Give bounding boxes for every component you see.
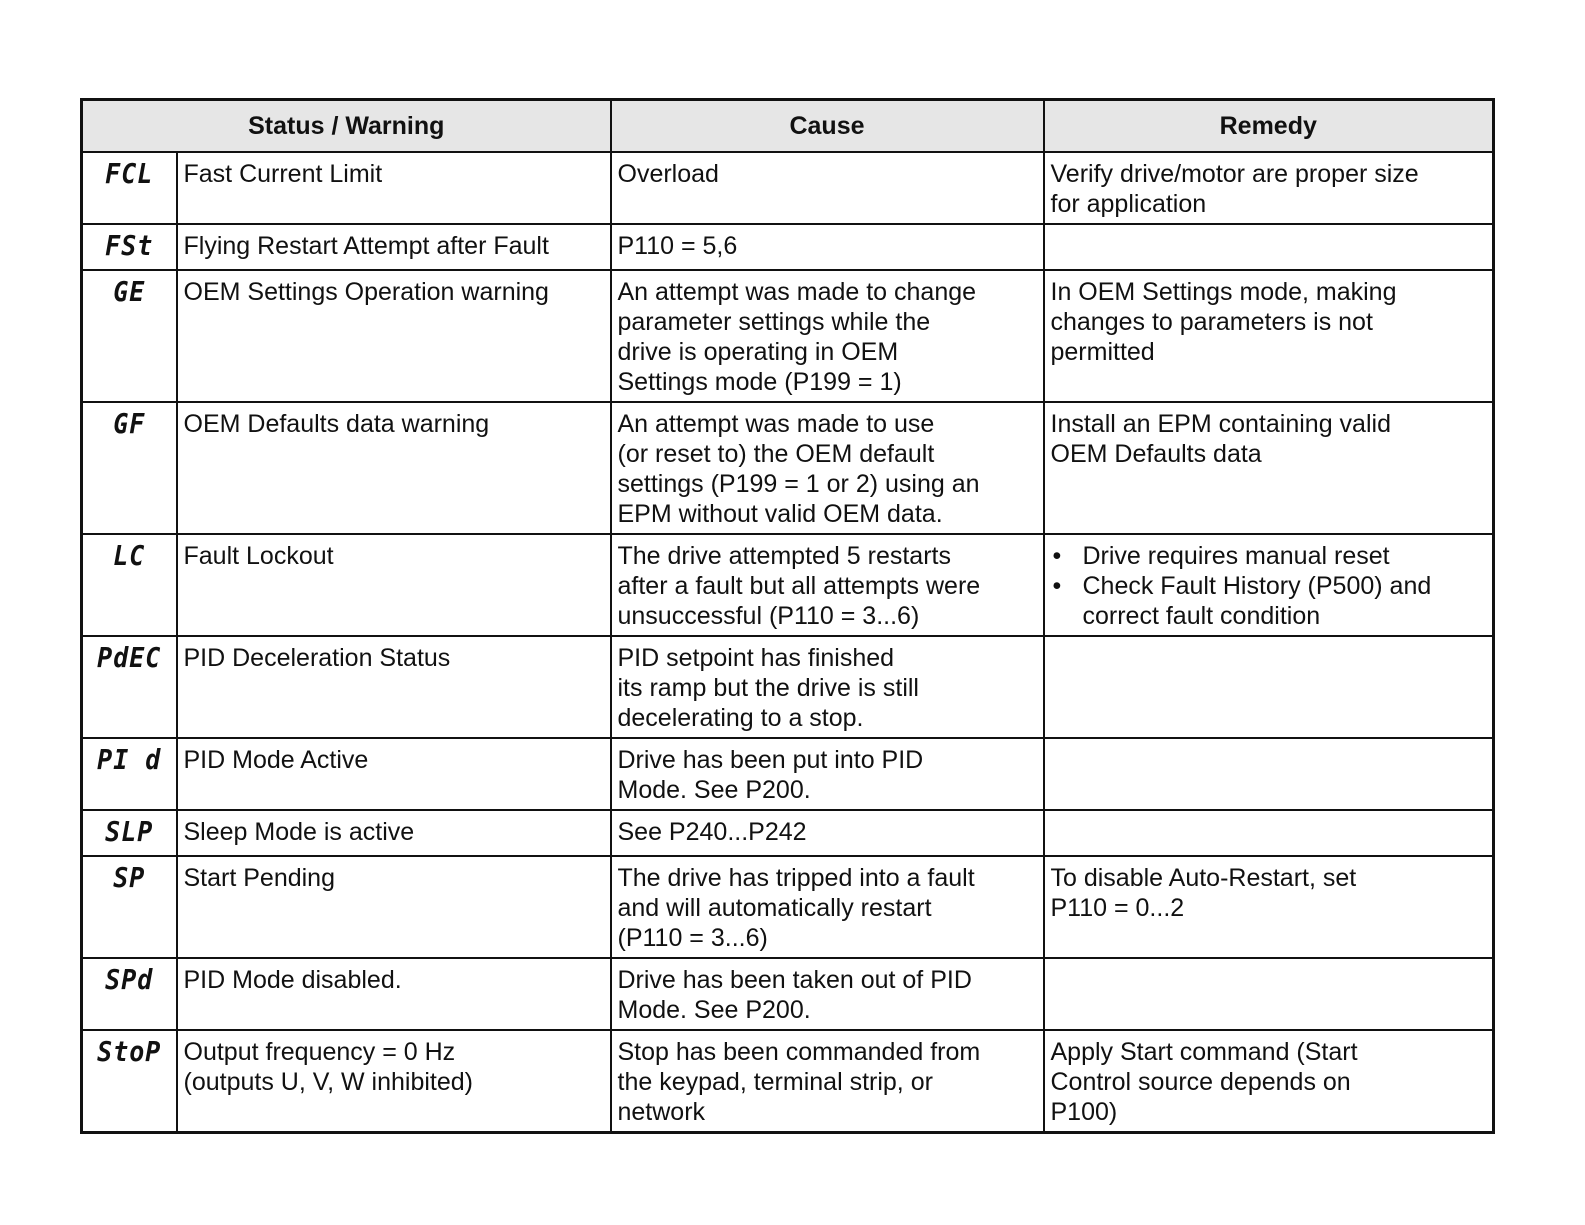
display-code-cell [82,1030,177,1133]
status-cell [177,636,611,738]
table-row [82,152,1494,224]
display-code: GF [113,407,146,440]
remedy-bullet: • Check Fault History (P500) and correct fault condition [1051,571,1487,631]
status-cell [177,958,611,1030]
cause-line: Drive has been put into PID [617,746,924,774]
display-code-cell [82,402,177,534]
cause-line: The drive has tripped into a fault [617,864,975,892]
remedy-line: OEM Defaults data [1050,440,1262,468]
table-row [82,224,1494,270]
cause-line: An attempt was made to change [617,278,977,306]
header-row [82,100,1494,153]
cause-cell [611,402,1044,534]
display-code-cell [82,534,177,636]
cause-cell [611,738,1044,810]
header-status-warning: Status / Warning [82,100,611,153]
remedy-bullet: • Drive requires manual reset [1051,541,1487,571]
display-code: PdEC [97,641,162,674]
status-text: OEM Settings Operation warning [183,278,549,306]
cause-line: Mode. See P200. [617,996,811,1024]
display-code: SPd [105,963,154,996]
status-cell [177,1030,611,1133]
remedy-line: Install an EPM containing valid [1050,410,1391,438]
cause-line: Stop has been commanded from [617,1038,981,1066]
remedy-bullet-list [1051,541,1487,631]
table-row [82,270,1494,402]
display-code: LC [113,539,146,572]
remedy-line: for application [1050,190,1207,218]
cause-cell [611,810,1044,856]
remedy-line: P100) [1050,1098,1118,1126]
status-text: PID Mode Active [183,746,369,774]
display-code-cell [82,270,177,402]
status-cell [177,856,611,958]
status-cell [177,738,611,810]
display-code-cell [82,958,177,1030]
table-row [82,534,1494,636]
cause-line: An attempt was made to use [617,410,935,438]
remedy-line: Apply Start command (Start [1050,1038,1358,1066]
cause-line: EPM without valid OEM data. [617,500,943,528]
remedy-cell [1044,958,1494,1030]
display-code: SP [113,861,146,894]
cause-cell [611,1030,1044,1133]
cause-cell [611,856,1044,958]
cause-line: PID setpoint has finished [617,644,895,672]
table-row [82,738,1494,810]
cause-line: decelerating to a stop. [617,704,864,732]
table-row [82,402,1494,534]
status-text: Flying Restart Attempt after Fault [183,232,549,260]
status-text: Start Pending [183,864,335,892]
remedy-line: changes to parameters is not [1050,308,1373,336]
status-text: OEM Defaults data warning [183,410,490,438]
status-line: Output frequency = 0 Hz [183,1038,456,1066]
status-warning-table [80,98,1495,1134]
remedy-cell [1044,810,1494,856]
display-code: GE [113,275,146,308]
cause-cell [611,152,1044,224]
cause-cell [611,636,1044,738]
display-code-cell [82,810,177,856]
remedy-cell [1044,270,1494,402]
remedy-cell [1044,402,1494,534]
remedy-line: Control source depends on [1050,1068,1351,1096]
table-row [82,856,1494,958]
remedy-line: permitted [1050,338,1155,366]
display-code-cell [82,224,177,270]
cause-line: parameter settings while the [617,308,931,336]
remedy-cell [1044,1030,1494,1133]
table-row [82,636,1494,738]
remedy-cell [1044,856,1494,958]
display-code: PI d [97,743,162,776]
cause-line: (or reset to) the OEM default [617,440,935,468]
status-cell [177,270,611,402]
cause-line: The drive attempted 5 restarts [617,542,951,570]
cause-line: unsuccessful (P110 = 3...6) [617,602,920,630]
display-code-cell [82,856,177,958]
cause-line: the keypad, terminal strip, or [617,1068,933,1096]
display-code-cell [82,738,177,810]
status-text: Fast Current Limit [183,160,383,188]
remedy-line: P110 = 0...2 [1050,894,1185,922]
remedy-line: Verify drive/motor are proper size [1050,160,1419,188]
cause-line: Drive has been taken out of PID [617,966,972,994]
cause-line: Settings mode (P199 = 1) [617,368,902,396]
status-text: Sleep Mode is active [183,818,415,846]
header-remedy: Remedy [1044,100,1494,153]
remedy-line: To disable Auto-Restart, set [1050,864,1357,892]
remedy-line: In OEM Settings mode, making [1050,278,1397,306]
display-code: FCL [105,157,154,190]
status-text: PID Deceleration Status [183,644,451,672]
cause-line: Overload [617,160,719,188]
cause-line: settings (P199 = 1 or 2) using an [617,470,980,498]
display-code: FSt [105,229,154,262]
cause-line: See P240...P242 [617,818,807,846]
cause-line: drive is operating in OEM [617,338,899,366]
display-code-cell [82,152,177,224]
status-cell [177,810,611,856]
display-code: SLP [105,815,154,848]
cause-line: network [617,1098,706,1126]
cause-line: Mode. See P200. [617,776,811,804]
cause-line: its ramp but the drive is still [617,674,919,702]
remedy-cell [1044,534,1494,636]
cause-line: after a fault but all attempts were [617,572,981,600]
status-cell [177,402,611,534]
cause-line: and will automatically restart [617,894,932,922]
cause-cell [611,534,1044,636]
cause-cell [611,224,1044,270]
status-line: (outputs U, V, W inhibited) [183,1068,473,1096]
display-code-cell [82,636,177,738]
status-text: Fault Lockout [183,542,334,570]
cause-cell [611,958,1044,1030]
status-cell [177,534,611,636]
status-text: PID Mode disabled. [183,966,402,994]
table-row [82,810,1494,856]
remedy-cell [1044,152,1494,224]
display-code: StoP [97,1035,162,1068]
cause-cell [611,270,1044,402]
remedy-cell [1044,224,1494,270]
status-cell [177,152,611,224]
cause-line: (P110 = 3...6) [617,924,768,952]
cause-line: P110 = 5,6 [617,232,738,260]
table-row [82,958,1494,1030]
table-row [82,1030,1494,1133]
header-cause: Cause [611,100,1044,153]
remedy-cell [1044,636,1494,738]
status-cell [177,224,611,270]
remedy-cell [1044,738,1494,810]
